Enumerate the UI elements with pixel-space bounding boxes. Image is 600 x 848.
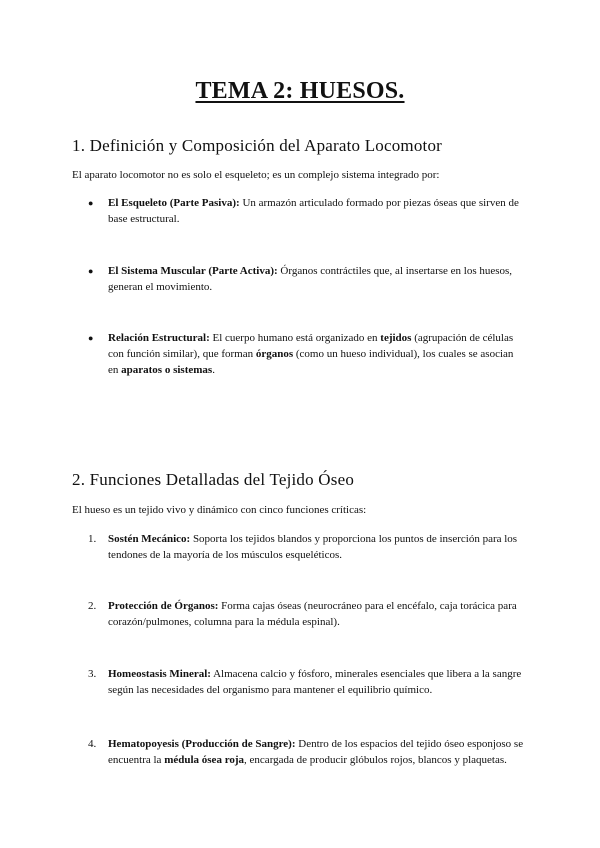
list-item xyxy=(88,263,526,295)
item-bold: aparatos o sistemas xyxy=(121,364,213,376)
list-item xyxy=(88,531,526,563)
item-text: Un armazón articulado formado por piezas óseas que sirven de base estructural. xyxy=(108,197,519,225)
list-item xyxy=(88,736,526,768)
item-bold: tejidos xyxy=(380,332,412,344)
item-term: Homeostasis Mineral: xyxy=(108,668,211,680)
item-text: Órganos contráctiles que, al insertarse en los huesos, generan el movimiento. xyxy=(108,265,513,293)
item-text: (agrupación de células con función similar), que forman xyxy=(108,332,514,360)
item-text: Almacena calcio y fósforo, minerales esenciales que libera a la sangre según las necesidades del organismo para mantener el equilibrio químico. xyxy=(108,668,522,696)
item-bold: órganos xyxy=(255,348,294,360)
item-text: Dentro de los espacios del tejido óseo esponjoso se encuentra la xyxy=(108,738,524,766)
item-term: Hematopoyesis (Producción de Sangre): xyxy=(108,738,296,750)
item-term: Sostén Mecánico: xyxy=(108,533,191,545)
number-marker: 2. xyxy=(88,600,97,612)
list-item xyxy=(88,666,526,698)
number-marker: 3. xyxy=(88,668,97,680)
item-text: , encargada de producir glóbulos rojos, blancos y plaquetas. xyxy=(244,754,507,766)
item-term: Relación Estructural: xyxy=(108,332,210,344)
bullet-marker: ● xyxy=(88,266,94,276)
number-marker: 1. xyxy=(88,533,97,545)
item-bold: médula ósea roja xyxy=(164,754,245,766)
list-item xyxy=(88,195,526,227)
number-marker: 4. xyxy=(88,738,97,750)
section-1-heading: 1. Definición y Composición del Aparato Locomotor xyxy=(72,136,443,155)
bullet-marker: ● xyxy=(88,333,94,343)
item-text: Forma cajas óseas (neurocráneo para el encéfalo, caja torácica para corazón/pulmones, columna para la médula espinal). xyxy=(108,600,517,628)
list-item xyxy=(88,598,526,630)
bullet-marker: ● xyxy=(88,198,94,208)
document-title: TEMA 2: HUESOS. xyxy=(195,78,405,104)
item-text: (como un hueso individual), los cuales se asocian en xyxy=(108,348,514,376)
item-term: El Sistema Muscular (Parte Activa): xyxy=(108,265,278,277)
item-term: Protección de Órganos: xyxy=(108,600,219,612)
section-2-heading: 2. Funciones Detalladas del Tejido Óseo xyxy=(72,470,355,489)
item-text: Soporta los tejidos blandos y proporciona los puntos de inserción para los tendones de la mayoría de los músculos esqueléticos. xyxy=(108,533,518,561)
list-item xyxy=(88,330,526,378)
section-2-intro: El hueso es un tejido vivo y dinámico con cinco funciones críticas: xyxy=(72,504,367,516)
section-1-intro: El aparato locomotor no es solo el esqueleto; es un complejo sistema integrado por: xyxy=(72,169,440,181)
item-term: El Esqueleto (Parte Pasiva): xyxy=(108,197,240,209)
item-text: . xyxy=(212,364,215,376)
item-text: El cuerpo humano está organizado en xyxy=(209,332,381,344)
